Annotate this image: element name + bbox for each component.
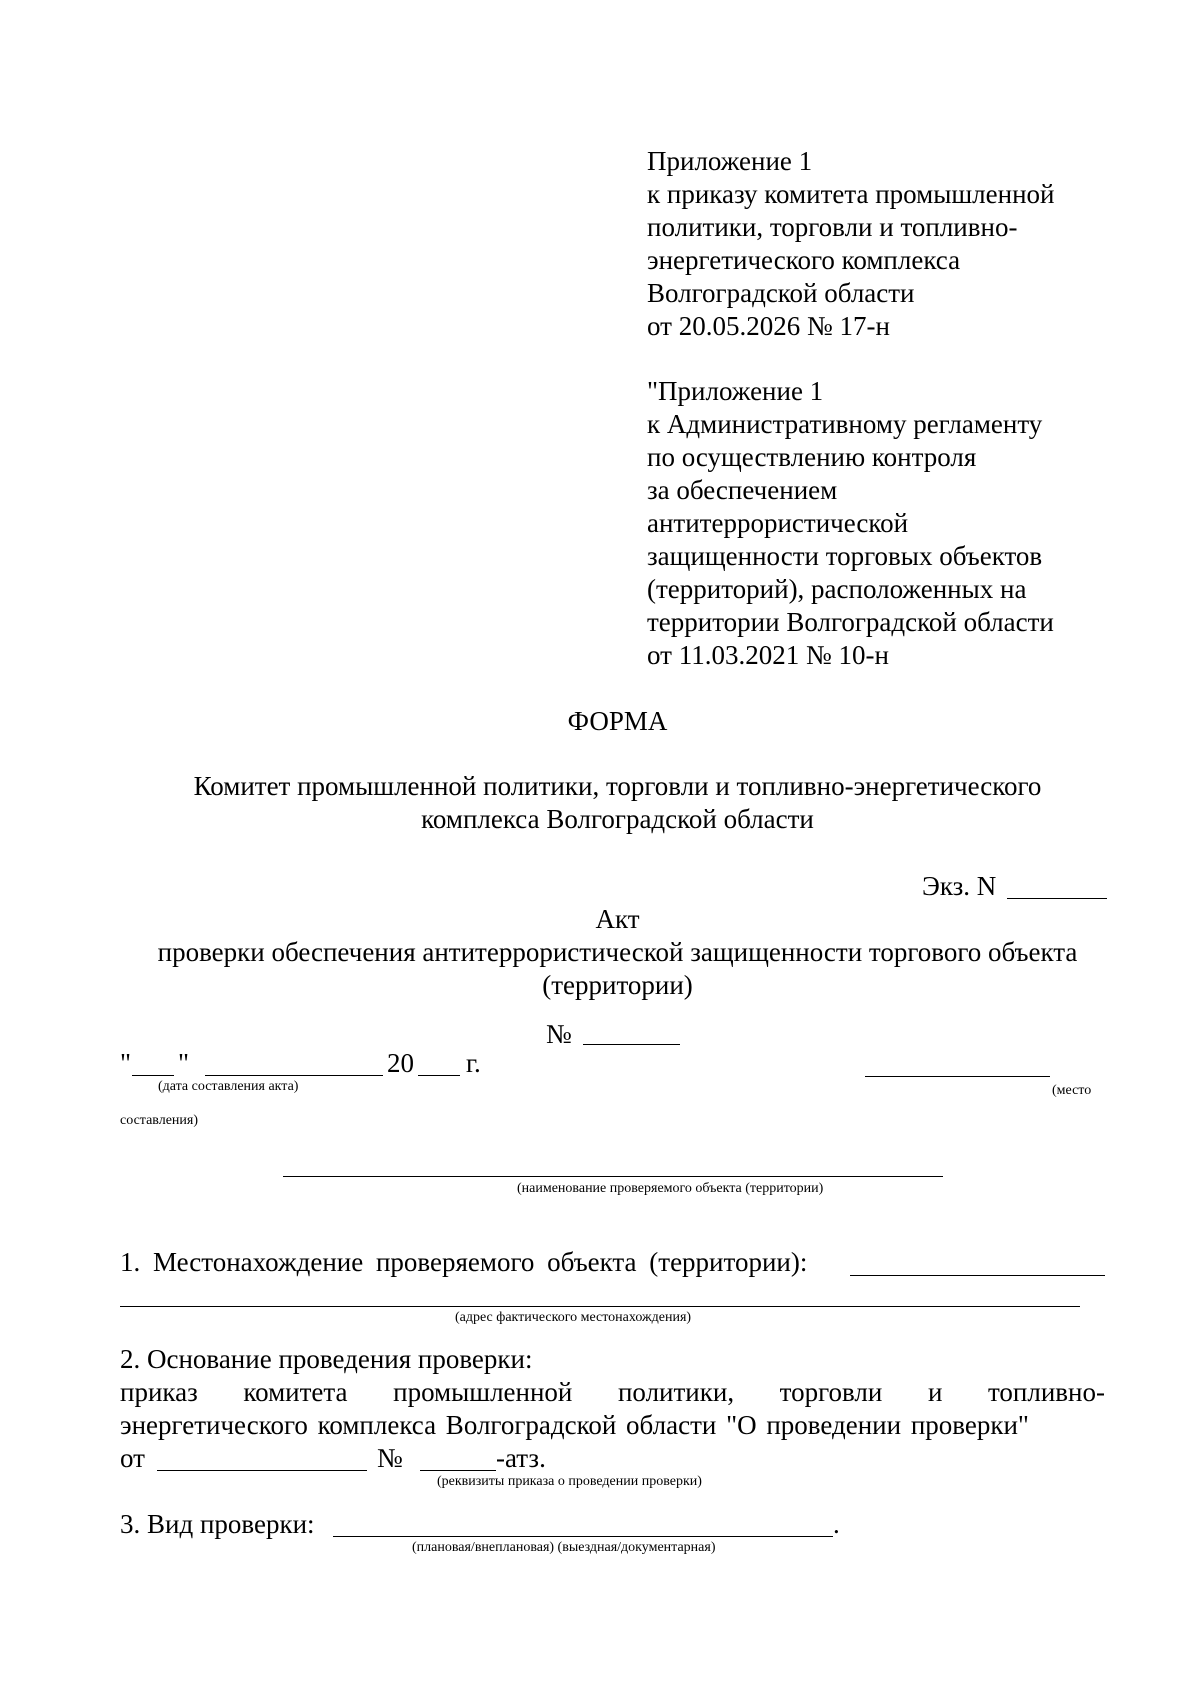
section-2-number-label: № (377, 1443, 403, 1473)
copy-number-field[interactable] (1007, 898, 1107, 899)
appendix-1-line: Приложение 1 (647, 146, 813, 176)
object-name-field[interactable] (283, 1176, 943, 1177)
check-type-field[interactable] (333, 1536, 833, 1537)
date-quote-open: " (120, 1048, 132, 1078)
act-subtitle-line-2: (территории) (542, 970, 693, 1000)
date-month-field[interactable] (205, 1075, 383, 1076)
word: топливно- (987, 1377, 1105, 1407)
appendix-2-line: за обеспечением (647, 475, 838, 505)
appendix-2-line: от 11.03.2021 № 10-н (647, 640, 889, 670)
appendix-2-line: "Приложение 1 (647, 376, 824, 406)
committee-line-2: комплекса Волгоградской области (421, 804, 814, 834)
section-2-suffix: -атз. (496, 1443, 546, 1473)
word: торговли (779, 1377, 883, 1407)
appendix-2-line: защищенности торговых объектов (647, 541, 1043, 571)
word: политики, (617, 1377, 735, 1407)
date-year-field[interactable] (418, 1075, 460, 1076)
section-3-label: 3. Вид проверки: (120, 1509, 315, 1539)
section-3-end-dot: . (833, 1509, 840, 1539)
form-title: ФОРМА (567, 706, 668, 736)
appendix-2-line: по осуществлению контроля (647, 442, 977, 472)
act-number-field[interactable] (583, 1044, 680, 1045)
section-2-text-line-1 (120, 1376, 1105, 1409)
word: промышленной (393, 1377, 573, 1407)
section-2-label: 2. Основание проведения проверки: (120, 1344, 533, 1374)
act-subtitle-line-1: проверки обеспечения антитеррористической защищенности торгового объекта (157, 937, 1078, 967)
copy-number-label: Экз. N (922, 871, 997, 901)
appendix-2-line: антитеррористической (647, 508, 909, 538)
appendix-1-line: к приказу комитета промышленной (647, 179, 1055, 209)
section-2-from-label: от (120, 1443, 145, 1473)
act-number-label: № (546, 1019, 572, 1049)
date-day-field[interactable] (132, 1075, 174, 1076)
act-title: Акт (595, 904, 640, 934)
date-year-prefix: 20 (387, 1048, 414, 1078)
word: и (927, 1377, 943, 1407)
date-quote-close: " (178, 1048, 190, 1078)
check-type-caption: (плановая/внеплановая) (выездная/документарная) (412, 1540, 716, 1555)
address-caption: (адрес фактического местонахождения) (455, 1310, 692, 1325)
appendix-2-line: (территорий), расположенных на (647, 574, 1027, 604)
word: комитета (243, 1377, 348, 1407)
appendix-1-line: от 20.05.2026 № 17-н (647, 311, 890, 341)
order-number-field[interactable] (420, 1470, 496, 1471)
appendix-1-line: Волгоградской области (647, 278, 915, 308)
place-caption-1: (место (1052, 1083, 1092, 1098)
date-caption: (дата составления акта) (158, 1079, 299, 1094)
location-field[interactable] (850, 1275, 1105, 1276)
place-field[interactable] (865, 1076, 1050, 1077)
appendix-2-line: к Административному регламенту (647, 409, 1043, 439)
address-field[interactable] (120, 1306, 1080, 1307)
appendix-2-line: территории Волгоградской области (647, 607, 1054, 637)
appendix-1-line: энергетического комплекса (647, 245, 961, 275)
order-date-field[interactable] (157, 1470, 367, 1471)
place-caption-2: составления) (120, 1113, 198, 1128)
order-caption: (реквизиты приказа о проведении проверки) (437, 1474, 702, 1489)
section-2-text-line-2: энергетического комплекса Волгоградской области "О проведении проверки" (120, 1410, 1029, 1440)
appendix-1-line: политики, торговли и топливно- (647, 212, 1018, 242)
section-1-label: 1. Местонахождение проверяемого объекта (территории): (120, 1247, 808, 1277)
date-year-suffix: г. (466, 1048, 481, 1078)
object-name-caption: (наименование проверяемого объекта (территории) (517, 1181, 824, 1196)
word: приказ (120, 1377, 198, 1407)
committee-line-1: Комитет промышленной политики, торговли и топливно-энергетического (193, 771, 1042, 801)
